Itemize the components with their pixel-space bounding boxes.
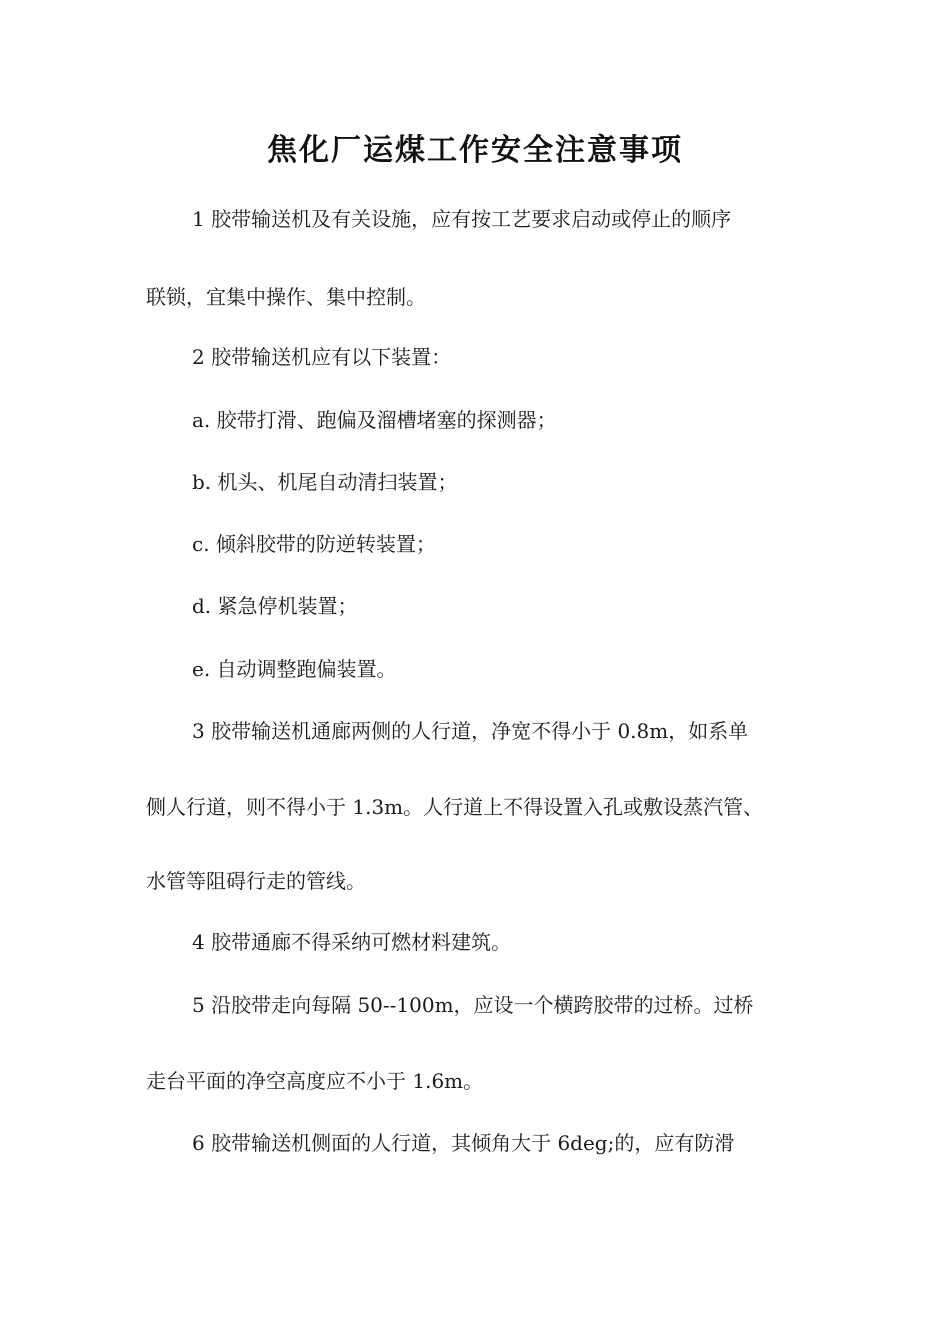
list-item-c: c. 倾斜胶带的防逆转装置； [192,532,436,556]
paragraph-1-line-1: 1 胶带输送机及有关设施，应有按工艺要求启动或停止的顺序 [192,207,732,231]
list-item-a: a. 胶带打滑、跑偏及溜槽堵塞的探测器； [192,408,557,432]
paragraph-5-line-2: 走台平面的净空高度应不小于 1.6m。 [146,1069,484,1093]
paragraph-1-line-2: 联锁，宜集中操作、集中控制。 [146,285,426,309]
paragraph-6-line-1: 6 胶带输送机侧面的人行道，其倾角大于 6deg;的，应有防滑 [192,1131,735,1155]
list-item-d: d. 紧急停机装置； [192,594,358,618]
paragraph-4: 4 胶带通廊不得采纳可燃材料建筑。 [192,930,512,954]
paragraph-3-line-2: 侧人行道，则不得小于 1.3m。人行道上不得设置入孔或敷设蒸汽管、 [146,795,764,819]
list-item-b: b. 机头、机尾自动清扫装置； [192,470,458,494]
paragraph-5-line-1: 5 沿胶带走向每隔 50--100m，应设一个横跨胶带的过桥。过桥 [192,993,754,1017]
list-item-e: e. 自动调整跑偏装置。 [192,657,397,681]
paragraph-2-heading: 2 胶带输送机应有以下装置： [192,345,452,369]
paragraph-3-line-1: 3 胶带输送机通廊两侧的人行道，净宽不得小于 0.8m，如系单 [192,719,749,743]
paragraph-3-line-3: 水管等阻碍行走的管线。 [146,869,366,893]
document-title: 焦化厂运煤工作安全注意事项 [267,133,683,168]
